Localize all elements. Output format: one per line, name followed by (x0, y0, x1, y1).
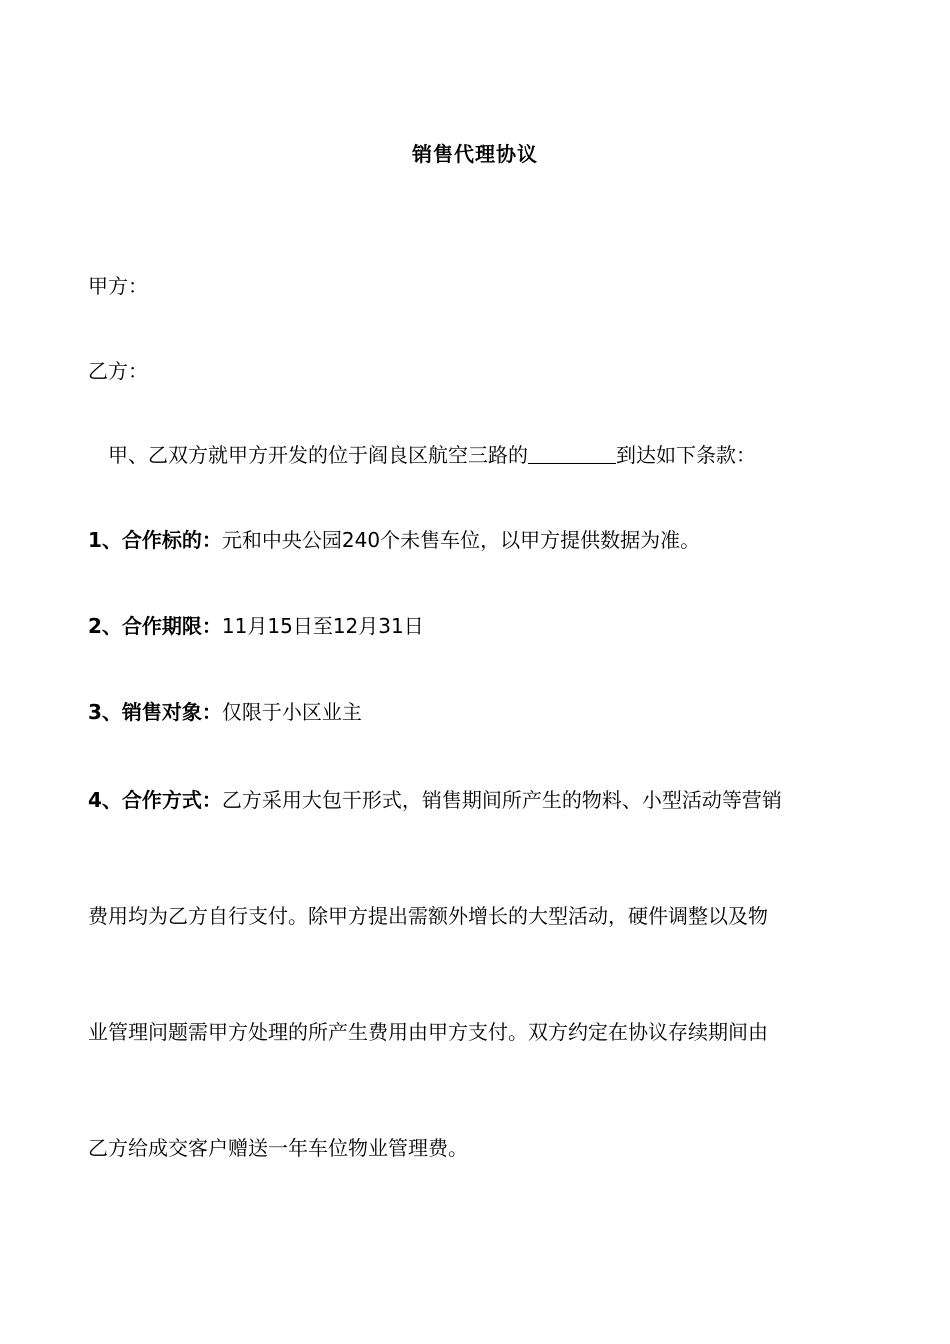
clause-4 (88, 786, 862, 1186)
clause-2 (88, 612, 424, 640)
clause-text: 乙方采用大包干形式，销售期间所产生的物料、小型活动等营销 (221, 788, 782, 812)
clause-1 (88, 526, 700, 554)
intro-text-after: 到达如下条款： (616, 443, 756, 467)
intro-text-before: 甲、乙双方就甲方开发的位于阎良区航空三路的 (108, 443, 528, 467)
party-a-label: 甲方： (88, 274, 148, 298)
clause-4-line-3: 业管理问题需甲方处理的所产生费用由甲方支付。双方约定在协议存续期间由 (88, 1020, 768, 1044)
clause-heading: 4、合作方式： (88, 788, 222, 812)
clause-heading: 1、合作标的： (88, 528, 222, 552)
clause-4-line-2: 费用均为乙方自行支付。除甲方提出需额外增长的大型活动，硬件调整以及物 (88, 904, 768, 928)
intro-paragraph (108, 441, 756, 469)
clause-heading: 2、合作期限： (88, 614, 222, 638)
clause-heading: 3、销售对象： (88, 700, 222, 724)
clause-3 (88, 698, 362, 726)
clause-text: 仅限于小区业主 (221, 700, 362, 724)
clause-text: 11月15日至12月31日 (221, 614, 424, 638)
clause-4-line-1 (88, 786, 782, 814)
clause-text: 元和中央公园240个未售车位，以甲方提供数据为准。 (221, 528, 701, 552)
document-title: 销售代理协议 (412, 142, 538, 166)
clause-4-line-4: 乙方给成交客户赠送一年车位物业管理费。 (88, 1136, 468, 1160)
party-b-label: 乙方： (88, 359, 148, 383)
fill-in-blank (528, 443, 616, 464)
